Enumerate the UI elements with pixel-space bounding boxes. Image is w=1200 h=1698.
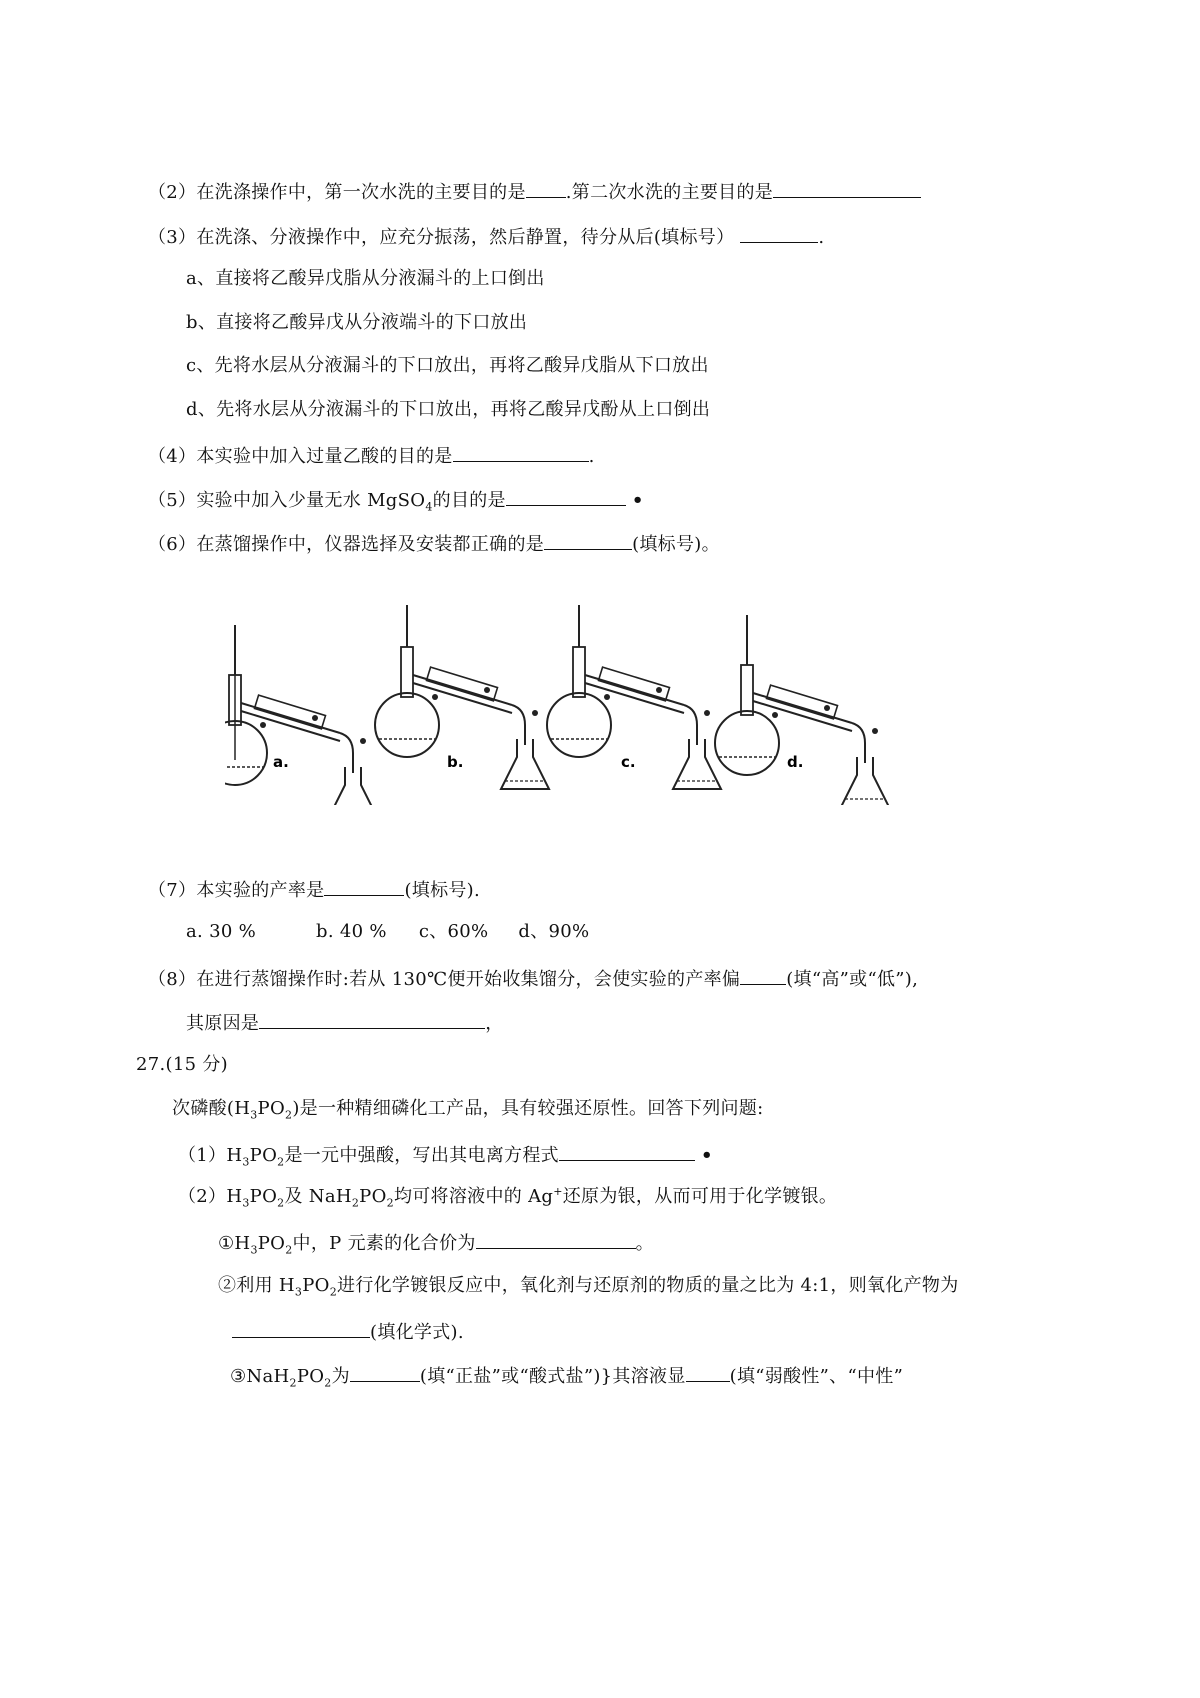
q3-option-a: a、直接将乙酸异戊脂从分液漏斗的上口倒出 [186, 268, 545, 289]
q27-p1-b: PO [249, 1145, 278, 1166]
q27-s2-line2-end: (填化学式). [370, 1322, 464, 1343]
q7-options [186, 919, 589, 945]
apparatus-label-b: b. [447, 753, 464, 771]
answer-blank[interactable] [350, 1361, 420, 1382]
q27-sub-1 [218, 1228, 654, 1257]
answer-blank[interactable] [740, 964, 786, 985]
sub-2: 2 [329, 1285, 338, 1299]
q27-s2-b: PO [302, 1275, 330, 1296]
q27-s2-a: ②利用 H [218, 1275, 295, 1296]
q27-s1-c: 中，P 元素的化合价为 [292, 1233, 476, 1254]
answer-blank[interactable] [506, 485, 626, 506]
q27-part-1 [178, 1140, 713, 1169]
sub-2: 2 [285, 1243, 293, 1257]
q5-text-b: 的目的是 [432, 490, 506, 511]
q27-intro [172, 1096, 764, 1122]
answer-blank[interactable] [773, 177, 921, 198]
q27-p1-end: • [700, 1145, 713, 1166]
q6-text: （6）在蒸馏操作中，仪器选择及安装都正确的是 [148, 534, 545, 555]
answer-blank[interactable] [476, 1228, 636, 1249]
q7-end: (填标号). [404, 880, 481, 901]
answer-blank[interactable] [544, 529, 632, 550]
q27-part-2 [178, 1184, 837, 1210]
q7-option-d: d、90% [518, 921, 590, 942]
q6-end: (填标号)。 [632, 534, 720, 555]
q27-s1-end: 。 [635, 1233, 654, 1254]
q27-p2-d: PO [359, 1186, 387, 1207]
q5-sub: 4 [425, 500, 433, 514]
distillation-apparatus-figure [225, 605, 905, 805]
q27-p2-c: 及 NaH [284, 1186, 352, 1207]
apparatus-label-d: d. [787, 753, 804, 771]
q27-sub-3 [230, 1361, 903, 1390]
q3-option-b: b、直接将乙酸异戊从分液端斗的下口放出 [186, 312, 528, 333]
q27-sub-2 [218, 1273, 959, 1299]
q27-p2-e: 均可将溶液中的 Ag [393, 1186, 554, 1207]
question-2 [148, 177, 921, 206]
q5-text: （5）实验中加入少量无水 MgSO [148, 490, 426, 511]
answer-blank[interactable] [324, 875, 404, 896]
sub-3: 3 [242, 1155, 250, 1169]
q27-s1-a: ①H [218, 1233, 251, 1254]
apparatus-d [715, 615, 889, 805]
answer-blank[interactable] [686, 1361, 730, 1382]
q7-option-c: c、60% [418, 921, 489, 942]
question-27-header: 27.(15 分) [136, 1054, 228, 1075]
sub-2: 2 [289, 1376, 297, 1390]
sub-3: 3 [250, 1108, 258, 1122]
answer-blank[interactable] [740, 222, 818, 243]
question-7 [148, 875, 480, 904]
q7-option-a: a. 30 % [186, 921, 257, 942]
q27-s1-b: PO [257, 1233, 286, 1254]
q3-text: （3）在洗涤、分液操作中，应充分振荡，然后静置，待分从后(填标号） [148, 227, 735, 248]
sub-3: 3 [242, 1196, 250, 1210]
q27-s3-a: ③NaH [230, 1366, 290, 1387]
question-5 [148, 485, 644, 514]
answer-blank[interactable] [259, 1008, 485, 1029]
sub-3: 3 [250, 1243, 258, 1257]
q5-end: • [631, 490, 644, 511]
sub-2: 2 [277, 1196, 285, 1210]
apparatus-label-a: a. [273, 753, 289, 771]
q3-option-c: c、先将水层从分液漏斗的下口放出，再将乙酸异戊脂从下口放出 [186, 355, 709, 376]
q27-p2-f: 还原为银，从而可用于化学镀银。 [562, 1186, 838, 1207]
answer-blank[interactable] [526, 177, 566, 198]
q2-text-b: .第二次水洗的主要目的是 [565, 182, 774, 203]
q4-end: . [588, 446, 595, 467]
q27-sub-2-line2 [232, 1317, 464, 1346]
sub-2: 2 [277, 1155, 285, 1169]
sub-2: 2 [351, 1196, 360, 1210]
answer-blank[interactable] [453, 441, 589, 462]
question-8 [148, 964, 918, 993]
q27-s3-e: (填“弱酸性”、“中性” [729, 1366, 904, 1387]
q8-line2-text: 其原因是 [186, 1013, 260, 1034]
answer-blank[interactable] [232, 1317, 370, 1338]
apparatus-label-c: c. [621, 753, 636, 771]
sub-2: 2 [386, 1196, 394, 1210]
q8-text: （8）在进行蒸馏操作时:若从 130℃便开始收集馏分，会使实验的产率偏 [148, 969, 741, 990]
q27-s3-d: (填“正盐”或“酸式盐”)}其溶液显 [419, 1366, 686, 1387]
q8-end: (填“高”或“低”), [786, 969, 919, 990]
q27-intro-b: PO [257, 1098, 286, 1119]
sub-3: 3 [294, 1285, 303, 1299]
sub-2: 2 [324, 1376, 332, 1390]
q27-intro-c: )是一种精细磷化工产品，具有较强还原性。回答下列问题: [292, 1098, 764, 1119]
q4-text: （4）本实验中加入过量乙酸的目的是 [148, 446, 453, 467]
q27-p1-a: （1）H [178, 1145, 243, 1166]
question-4 [148, 441, 595, 470]
q27-s3-c: 为 [331, 1366, 350, 1387]
question-3 [148, 222, 824, 251]
q27-p2-b: PO [249, 1186, 278, 1207]
q3-end: . [818, 227, 825, 248]
q27-s3-b: PO [296, 1366, 325, 1387]
q27-s2-c: 进行化学镀银反应中，氧化剂与还原剂的物质的量之比为 4:1，则氧化产物为 [337, 1275, 959, 1296]
answer-blank[interactable] [559, 1140, 695, 1161]
question-6 [148, 529, 720, 558]
q27-p1-c: 是一元中强酸，写出其电离方程式 [284, 1145, 559, 1166]
q2-text-a: （2）在洗涤操作中，第一次水洗的主要目的是 [148, 182, 526, 203]
sub-2: 2 [285, 1108, 293, 1122]
apparatus-a [225, 625, 377, 805]
q27-p2-a: （2）H [178, 1186, 243, 1207]
q3-option-d: d、先将水层从分液漏斗的下口放出，再将乙酸异戊酚从上口倒出 [186, 399, 711, 420]
q7-option-b: b. 40 % [316, 921, 387, 942]
sup-plus: + [553, 1185, 563, 1198]
q8-line2-end: ， [485, 1013, 504, 1034]
q27-intro-a: 次磷酸(H [172, 1098, 251, 1119]
question-8-line2 [186, 1008, 504, 1037]
q7-text: （7）本实验的产率是 [148, 880, 325, 901]
